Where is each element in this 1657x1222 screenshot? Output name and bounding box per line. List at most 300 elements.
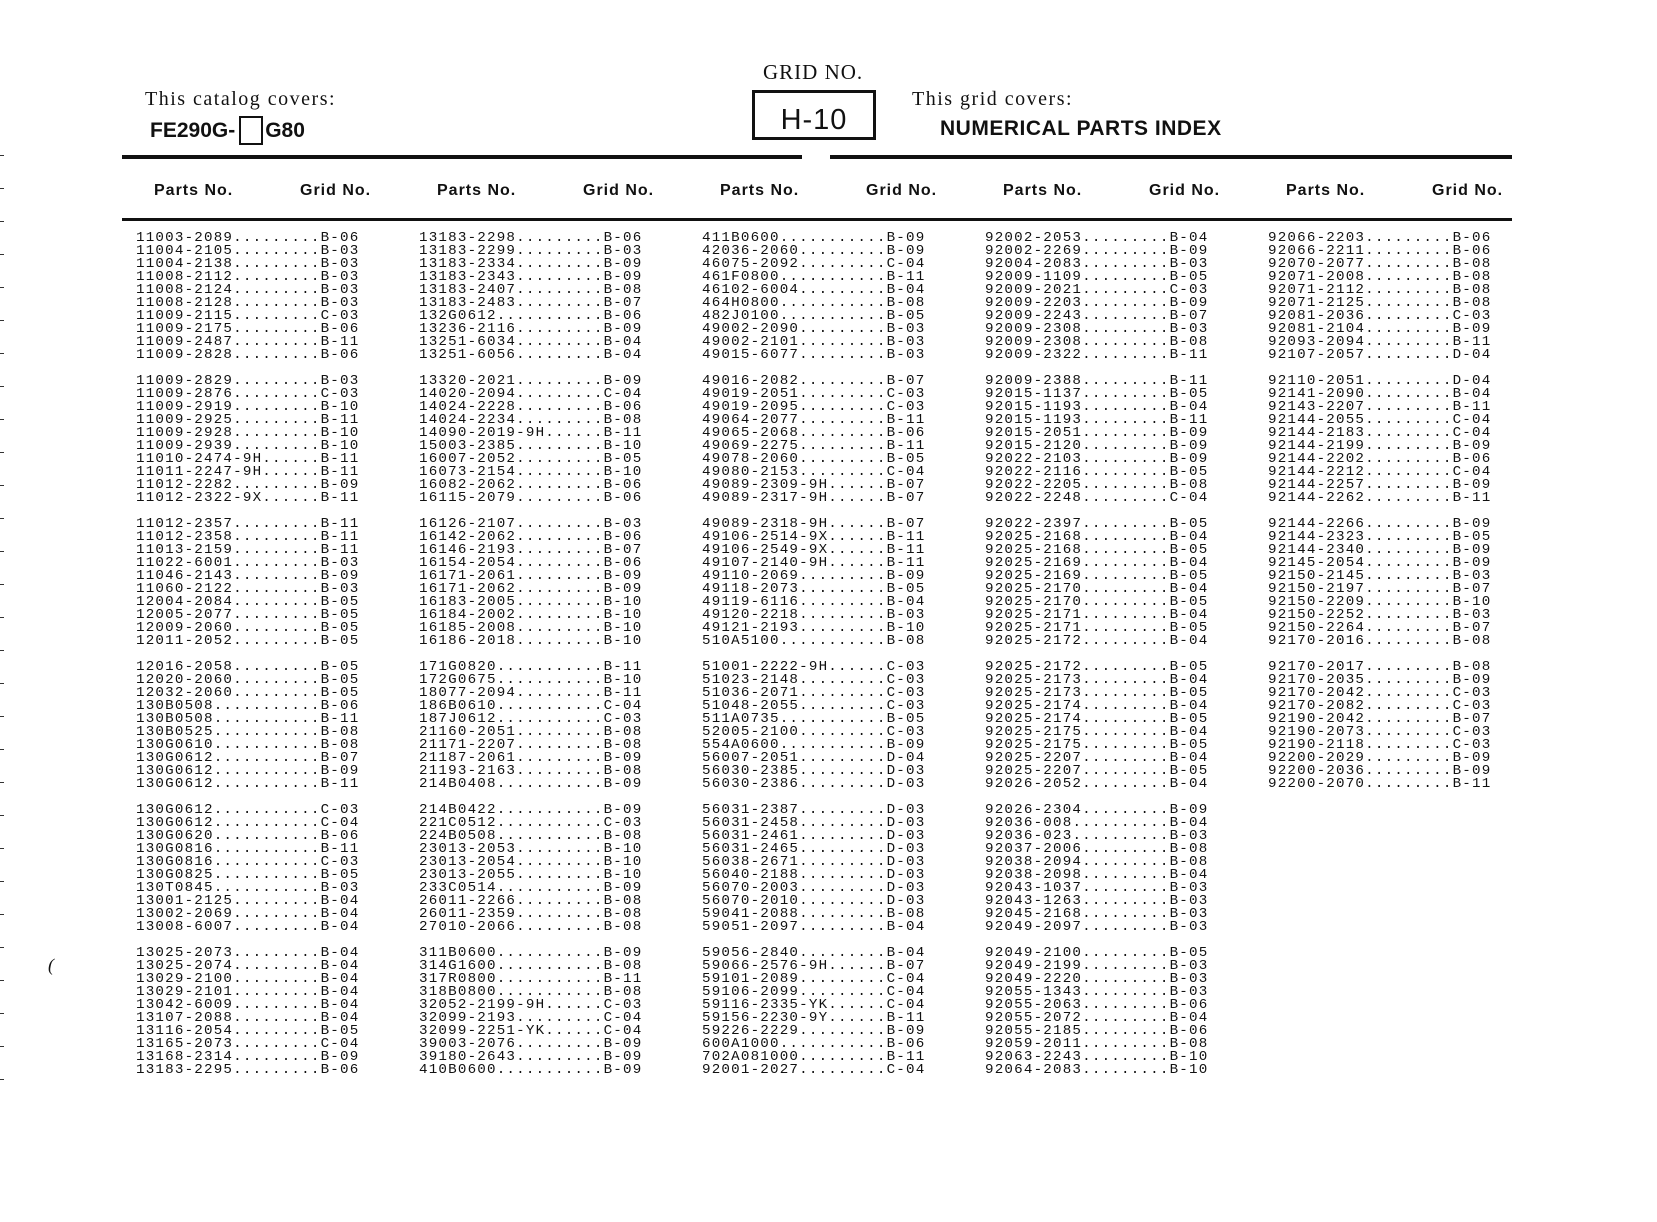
grid-number: B-06 <box>1169 1023 1209 1039</box>
part-number: 52005-2100 <box>702 724 800 740</box>
leader-dots: ......... <box>516 1049 604 1065</box>
grid-number: B-06 <box>886 1036 926 1052</box>
part-number: 56031-2458 <box>702 815 800 831</box>
leader-dots: ......... <box>233 334 321 350</box>
part-number: 16082-2062 <box>419 477 517 493</box>
grid-number: B-08 <box>886 906 926 922</box>
leader-dots: ......... <box>233 516 321 532</box>
leader-dots: ...... <box>545 1023 604 1039</box>
parts-entry <box>702 349 925 362</box>
part-number: 92009-1109 <box>985 269 1083 285</box>
leader-dots: ......... <box>799 243 887 259</box>
grid-number: D-03 <box>886 880 926 896</box>
part-number: 92144-2212 <box>1268 464 1366 480</box>
grid-number: B-11 <box>320 451 360 467</box>
part-number: 92049-2220 <box>985 971 1083 987</box>
part-number: 13165-2073 <box>136 1036 234 1052</box>
part-number: 59106-2099 <box>702 984 800 1000</box>
leader-dots: ......... <box>1082 867 1170 883</box>
leader-dots: ........... <box>213 802 321 818</box>
margin-tick <box>0 353 4 354</box>
grid-number: B-08 <box>603 828 643 844</box>
grid-number: B-08 <box>603 282 643 298</box>
parts-entry <box>136 921 359 934</box>
leader-dots: ......... <box>1082 763 1170 779</box>
grid-number: B-05 <box>1169 516 1209 532</box>
leader-dots: ......... <box>1365 425 1453 441</box>
parts-entry <box>985 492 1208 505</box>
leader-dots: ......... <box>1365 633 1453 649</box>
grid-number: B-04 <box>1169 867 1209 883</box>
leader-dots: ......... <box>1365 321 1453 337</box>
leader-dots: ......... <box>1082 698 1170 714</box>
grid-number: C-04 <box>603 1010 643 1026</box>
part-number: 92055-2063 <box>985 997 1083 1013</box>
leader-dots: ......... <box>516 529 604 545</box>
grid-number: B-03 <box>320 581 360 597</box>
leader-dots: ......... <box>799 724 887 740</box>
grid-number: C-03 <box>603 997 643 1013</box>
leader-dots: ......... <box>233 594 321 610</box>
part-number: 130B0508 <box>136 698 214 714</box>
part-number: 92150-2145 <box>1268 568 1366 584</box>
grid-number: B-07 <box>603 295 643 311</box>
grid-number: B-05 <box>320 620 360 636</box>
part-number: 702A081000 <box>702 1049 800 1065</box>
grid-number: B-08 <box>320 737 360 753</box>
grid-number: B-03 <box>1169 906 1209 922</box>
leader-dots: ......... <box>516 269 604 285</box>
grid-number: B-03 <box>1452 607 1492 623</box>
leader-dots: ......... <box>233 256 321 272</box>
leader-dots: ......... <box>233 295 321 311</box>
leader-dots: ......... <box>233 243 321 259</box>
part-number: 511A0735 <box>702 711 780 727</box>
part-number: 21193-2163 <box>419 763 517 779</box>
leader-dots: ......... <box>799 698 887 714</box>
grid-number: B-03 <box>1169 256 1209 272</box>
part-number: 92015-1193 <box>985 412 1083 428</box>
leader-dots: ......... <box>1365 243 1453 259</box>
part-number: 13183-2295 <box>136 1062 234 1078</box>
grid-number: C-03 <box>886 659 926 675</box>
part-number: 92025-2168 <box>985 529 1083 545</box>
grid-number: D-03 <box>886 763 926 779</box>
grid-number: B-04 <box>320 906 360 922</box>
model-checkbox <box>239 116 263 145</box>
grid-number: B-03 <box>320 269 360 285</box>
leader-dots: ......... <box>516 581 604 597</box>
part-number: 56070-2010 <box>702 893 800 909</box>
grid-number: B-07 <box>886 373 926 389</box>
leader-dots: ......... <box>516 763 604 779</box>
grid-number: B-10 <box>603 438 643 454</box>
leader-dots: ......... <box>516 906 604 922</box>
leader-dots: ......... <box>233 1010 321 1026</box>
grid-number: B-11 <box>1452 399 1492 415</box>
grid-number: B-04 <box>886 945 926 961</box>
leader-dots: ......... <box>516 282 604 298</box>
grid-number: B-04 <box>1452 386 1492 402</box>
grid-number: B-10 <box>320 425 360 441</box>
grid-number: B-04 <box>320 997 360 1013</box>
grid-number: B-11 <box>1169 373 1209 389</box>
margin-tick <box>0 683 4 684</box>
part-number: 311B0600 <box>419 945 497 961</box>
leader-dots: ......... <box>233 893 321 909</box>
grid-number: B-05 <box>320 633 360 649</box>
grid-number: B-09 <box>603 880 643 896</box>
part-number: 59041-2088 <box>702 906 800 922</box>
part-number: 130G0612 <box>136 763 214 779</box>
parts-entry <box>136 635 359 648</box>
part-number: 56007-2051 <box>702 750 800 766</box>
leader-dots: ......... <box>233 620 321 636</box>
grid-number: C-04 <box>886 464 926 480</box>
part-number: 56038-2671 <box>702 854 800 870</box>
grid-number: B-04 <box>320 958 360 974</box>
part-number: 92144-2055 <box>1268 412 1366 428</box>
leader-dots: ......... <box>799 451 887 467</box>
leader-dots: ......... <box>1082 880 1170 896</box>
leader-dots: ......... <box>1365 698 1453 714</box>
grid-number: B-05 <box>1169 464 1209 480</box>
grid-number: B-10 <box>603 867 643 883</box>
leader-dots: ......... <box>516 477 604 493</box>
part-number: 49119-6116 <box>702 594 800 610</box>
grid-number: C-03 <box>886 399 926 415</box>
grid-number: B-09 <box>1169 295 1209 311</box>
part-number: 92022-2103 <box>985 451 1083 467</box>
leader-dots: ......... <box>799 282 887 298</box>
leader-dots: ......... <box>1082 386 1170 402</box>
grid-number: C-04 <box>886 971 926 987</box>
leader-dots: ........... <box>779 737 887 753</box>
part-number: 13029-2101 <box>136 984 234 1000</box>
leader-dots: ......... <box>1365 594 1453 610</box>
grid-number: B-11 <box>1452 334 1492 350</box>
leader-dots: ......... <box>233 958 321 974</box>
part-number: 49120-2218 <box>702 607 800 623</box>
leader-dots: ......... <box>799 854 887 870</box>
part-number: 92150-2209 <box>1268 594 1366 610</box>
part-number: 187J0612 <box>419 711 497 727</box>
grid-number: B-09 <box>603 581 643 597</box>
part-number: 214B0408 <box>419 776 497 792</box>
grid-number: B-04 <box>1169 750 1209 766</box>
part-number: 13183-2407 <box>419 282 517 298</box>
leader-dots: ...... <box>828 1010 887 1026</box>
leader-dots: ......... <box>1082 737 1170 753</box>
leader-dots: ......... <box>799 776 887 792</box>
leader-dots: ......... <box>1082 841 1170 857</box>
part-number: 224B0508 <box>419 828 497 844</box>
leader-dots: ......... <box>1365 750 1453 766</box>
grid-number: B-03 <box>1169 880 1209 896</box>
leader-dots: ......... <box>233 581 321 597</box>
parts-entry <box>419 778 642 791</box>
grid-number: B-09 <box>1169 802 1209 818</box>
part-number: 11009-2487 <box>136 334 234 350</box>
leader-dots: ......... <box>1365 516 1453 532</box>
grid-number: B-07 <box>603 542 643 558</box>
leader-dots: ......... <box>1365 295 1453 311</box>
part-number: 12032-2060 <box>136 685 234 701</box>
leader-dots: ......... <box>516 594 604 610</box>
grid-number: D-03 <box>886 828 926 844</box>
leader-dots: ......... <box>233 672 321 688</box>
grid-number: B-11 <box>1169 347 1209 363</box>
margin-tick <box>0 254 4 255</box>
parts-entry <box>985 635 1208 648</box>
leader-dots: ......... <box>233 555 321 571</box>
grid-number: B-04 <box>1169 1010 1209 1026</box>
leader-dots: ........... <box>213 711 321 727</box>
grid-number: C-04 <box>1452 464 1492 480</box>
grid-number: B-03 <box>1169 893 1209 909</box>
parts-entry <box>985 778 1208 791</box>
grid-number: C-04 <box>320 815 360 831</box>
leader-dots: ......... <box>233 1023 321 1039</box>
leader-dots: ......... <box>1082 685 1170 701</box>
parts-entry <box>702 635 925 648</box>
part-number: 23013-2055 <box>419 867 517 883</box>
grid-number: D-03 <box>886 815 926 831</box>
leader-dots: ........... <box>779 308 887 324</box>
part-number: 92025-2175 <box>985 737 1083 753</box>
table-header-rule <box>122 218 1512 221</box>
parts-entry <box>419 921 642 934</box>
leader-dots: ......... <box>799 893 887 909</box>
parts-entry <box>985 921 1208 934</box>
grid-number: B-05 <box>886 451 926 467</box>
part-number: 92071-2112 <box>1268 282 1366 298</box>
part-number: 92009-2388 <box>985 373 1083 389</box>
part-number: 16142-2062 <box>419 529 517 545</box>
leader-dots: ........... <box>779 295 887 311</box>
part-number: 49019-2095 <box>702 399 800 415</box>
part-number: 92144-2323 <box>1268 529 1366 545</box>
leader-dots: ......... <box>1082 776 1170 792</box>
part-number: 92025-2170 <box>985 594 1083 610</box>
leader-dots: ......... <box>233 399 321 415</box>
leader-dots: ......... <box>233 269 321 285</box>
part-number: 49002-2090 <box>702 321 800 337</box>
grid-number: B-04 <box>320 945 360 961</box>
leader-dots: ........... <box>496 880 604 896</box>
grid-number: B-05 <box>1169 568 1209 584</box>
column-header-grid-no: Grid No. <box>583 182 655 199</box>
part-number: 14024-2234 <box>419 412 517 428</box>
part-number: 51001-2222-9H <box>702 659 829 675</box>
grid-number: B-05 <box>320 594 360 610</box>
part-number: 56030-2385 <box>702 763 800 779</box>
grid-number: B-05 <box>320 659 360 675</box>
grid-number: B-08 <box>1452 633 1492 649</box>
grid-number: B-09 <box>886 230 926 246</box>
part-number: 12004-2084 <box>136 594 234 610</box>
leader-dots: ...... <box>828 529 887 545</box>
leader-dots: ......... <box>516 386 604 402</box>
leader-dots: ......... <box>516 724 604 740</box>
leader-dots: ......... <box>1082 451 1170 467</box>
margin-tick <box>0 320 4 321</box>
grid-number: C-03 <box>603 815 643 831</box>
part-number: 59066-2576-9H <box>702 958 829 974</box>
leader-dots: ........... <box>496 802 604 818</box>
part-number: 59051-2097 <box>702 919 800 935</box>
grid-number: B-03 <box>603 516 643 532</box>
part-number: 411B0600 <box>702 230 780 246</box>
leader-dots: ......... <box>1082 672 1170 688</box>
part-number: 92059-2011 <box>985 1036 1083 1052</box>
part-number: 13002-2069 <box>136 906 234 922</box>
grid-number: B-08 <box>603 906 643 922</box>
part-number: 11009-2828 <box>136 347 234 363</box>
grid-number: B-08 <box>603 919 643 935</box>
grid-number: B-11 <box>320 776 360 792</box>
grid-number: B-09 <box>1452 321 1492 337</box>
grid-number: C-03 <box>1452 737 1492 753</box>
parts-entry <box>702 921 925 934</box>
parts-entry <box>419 1064 642 1077</box>
grid-number: B-09 <box>603 750 643 766</box>
grid-number: B-03 <box>886 607 926 623</box>
grid-number: C-03 <box>886 685 926 701</box>
part-number: 92015-1137 <box>985 386 1083 402</box>
part-number: 92150-2252 <box>1268 607 1366 623</box>
grid-number: B-04 <box>1169 724 1209 740</box>
part-number: 464H0800 <box>702 295 780 311</box>
leader-dots: ......... <box>516 867 604 883</box>
part-number: 130G0620 <box>136 828 214 844</box>
grid-number: B-08 <box>603 737 643 753</box>
grid-number: B-09 <box>1452 763 1492 779</box>
leader-dots: ......... <box>1082 854 1170 870</box>
leader-dots: ......... <box>516 412 604 428</box>
leader-dots: ......... <box>233 477 321 493</box>
grid-number: B-03 <box>1169 919 1209 935</box>
leader-dots: ......... <box>233 321 321 337</box>
leader-dots: ......... <box>799 906 887 922</box>
grid-number: B-11 <box>320 412 360 428</box>
grid-number: B-11 <box>320 490 360 506</box>
grid-number: B-06 <box>603 529 643 545</box>
grid-number: B-05 <box>320 867 360 883</box>
grid-number: B-05 <box>603 451 643 467</box>
grid-number: B-03 <box>603 243 643 259</box>
part-number: 92093-2094 <box>1268 334 1366 350</box>
leader-dots: .......... <box>1072 828 1170 844</box>
grid-number: B-04 <box>1169 581 1209 597</box>
part-number: 92009-2308 <box>985 321 1083 337</box>
part-number: 482J0100 <box>702 308 780 324</box>
part-number: 92144-2257 <box>1268 477 1366 493</box>
grid-number: B-03 <box>320 880 360 896</box>
grid-number: B-04 <box>1169 815 1209 831</box>
leader-dots: ......... <box>1365 724 1453 740</box>
leader-dots: ......... <box>1082 529 1170 545</box>
leader-dots: ......... <box>233 282 321 298</box>
leader-dots: ......... <box>1082 945 1170 961</box>
grid-number: B-09 <box>1452 516 1492 532</box>
margin-tick <box>0 518 4 519</box>
parts-entry <box>419 635 642 648</box>
part-number: 92055-2072 <box>985 1010 1083 1026</box>
leader-dots: ...... <box>262 464 321 480</box>
part-number: 92025-2173 <box>985 685 1083 701</box>
grid-number: B-08 <box>886 633 926 649</box>
grid-number: B-06 <box>320 698 360 714</box>
leader-dots: ......... <box>1082 464 1170 480</box>
grid-number: B-09 <box>1452 438 1492 454</box>
grid-number: B-08 <box>1452 282 1492 298</box>
leader-dots: ......... <box>1082 971 1170 987</box>
part-number: 92144-2262 <box>1268 490 1366 506</box>
part-number: 92036-023 <box>985 828 1073 844</box>
grid-number: B-05 <box>1169 269 1209 285</box>
part-number: 130G0612 <box>136 815 214 831</box>
part-number: 92037-2006 <box>985 841 1083 857</box>
grid-number: B-08 <box>603 763 643 779</box>
grid-number: B-06 <box>603 490 643 506</box>
leader-dots: ......... <box>1365 412 1453 428</box>
leader-dots: ......... <box>1082 230 1170 246</box>
leader-dots: ...... <box>828 490 887 506</box>
grid-number: B-08 <box>1169 841 1209 857</box>
part-number: 49069-2275 <box>702 438 800 454</box>
margin-tick <box>0 881 4 882</box>
leader-dots: ........... <box>213 776 321 792</box>
grid-number: B-06 <box>320 828 360 844</box>
leader-dots: ......... <box>1082 269 1170 285</box>
grid-number: B-09 <box>603 1062 643 1078</box>
grid-number: B-09 <box>603 945 643 961</box>
leader-dots: ......... <box>799 984 887 1000</box>
grid-number: B-09 <box>1169 451 1209 467</box>
grid-number: B-10 <box>603 633 643 649</box>
part-number: 92025-2174 <box>985 711 1083 727</box>
part-number: 11012-2358 <box>136 529 234 545</box>
grid-number: D-04 <box>1452 347 1492 363</box>
part-number: 92002-2053 <box>985 230 1083 246</box>
leader-dots: ......... <box>516 750 604 766</box>
grid-number: C-03 <box>320 854 360 870</box>
part-number: 92144-2202 <box>1268 451 1366 467</box>
leader-dots: ......... <box>799 867 887 883</box>
part-number: 39180-2643 <box>419 1049 517 1065</box>
part-number: 317R0800 <box>419 971 497 987</box>
grid-number: B-11 <box>320 464 360 480</box>
part-number: 92004-2083 <box>985 256 1083 272</box>
grid-number: D-03 <box>886 854 926 870</box>
leader-dots: ........... <box>496 828 604 844</box>
part-number: 11008-2128 <box>136 295 234 311</box>
leader-dots: ...... <box>828 659 887 675</box>
part-number: 130B0525 <box>136 724 214 740</box>
grid-number: B-05 <box>1169 711 1209 727</box>
grid-number: B-11 <box>320 529 360 545</box>
part-number: 92170-2035 <box>1268 672 1366 688</box>
part-number: 92143-2207 <box>1268 399 1366 415</box>
leader-dots: ......... <box>516 841 604 857</box>
grid-number: B-07 <box>886 516 926 532</box>
part-number: 16171-2061 <box>419 568 517 584</box>
leader-dots: ......... <box>1365 464 1453 480</box>
part-number: 13320-2021 <box>419 373 517 389</box>
leader-dots: ......... <box>1365 711 1453 727</box>
part-number: 92036-008 <box>985 815 1073 831</box>
